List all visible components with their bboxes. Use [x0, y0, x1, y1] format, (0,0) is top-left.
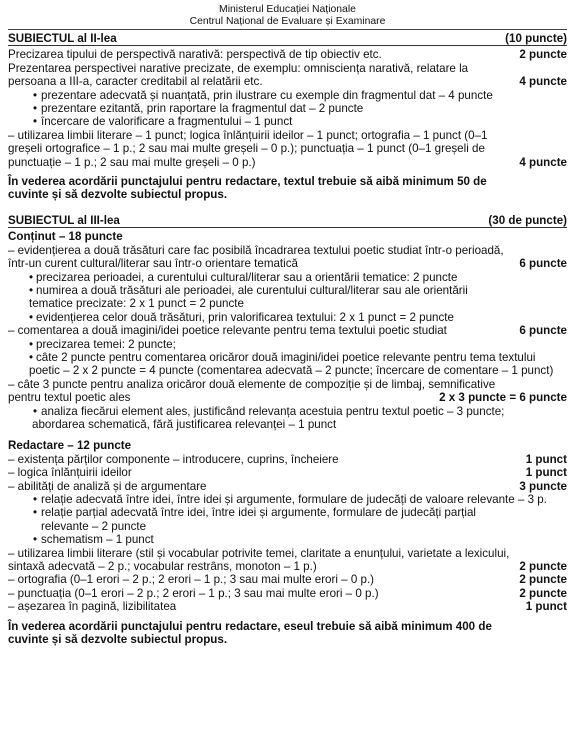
s2-note-line2: cuvinte și să dezvolte subiectul propus. [8, 188, 228, 202]
red-criterion-punctuation [8, 587, 567, 600]
s2-item-perspective-presentation [8, 75, 567, 88]
item-text: sintaxă adecvată – 2 p.; vocabular restrâns, monoton – 1 p.) [8, 560, 317, 574]
list-item-continuation: tematice precizate: 2 x 1 punct = 2 puncte [29, 297, 244, 311]
item-text: punctuație – 1 p.; 2 sau mai multe greșeli – 0 p.) [8, 155, 256, 169]
item-points: 1 punct [525, 452, 567, 466]
bullet-icon: • [33, 533, 38, 547]
item-text: persoana a III-a, caracter creditabil al relatării etc. [8, 75, 263, 89]
item-points: 6 puncte [519, 324, 567, 338]
c2-criterion [8, 324, 567, 337]
item-text: pentru textul poetic ales [8, 391, 131, 405]
red-criterion-logic [8, 466, 567, 479]
ministry-name: Ministerul Educației Naționale [219, 4, 356, 15]
s2-note-line1: În vederea acordării punctajului pentru redactare, textul trebuie să aibă minimum 50 de [8, 175, 487, 189]
c1-criterion [8, 257, 567, 270]
s2-language-criteria [8, 156, 567, 169]
list-item [8, 338, 567, 351]
c3-line1: – câte 3 puncte pentru analiza oricăror două elemente de compoziție și de limbaj, semnificative [8, 377, 496, 391]
red-criterion-structure [8, 453, 567, 466]
bullet-icon: • [33, 493, 38, 506]
c3-criterion [8, 391, 567, 404]
center-name: Centrul Național de Evaluare și Examinare [189, 15, 386, 27]
section-3-heading [8, 214, 567, 227]
section-3-divider [8, 227, 567, 228]
list-item [8, 493, 567, 506]
list-item [8, 311, 567, 324]
list-item-text: evidențierea celor două trăsături, prin valorificarea textului: 2 x 1 punct = 2 puncte [36, 310, 454, 324]
bullet-icon: • [33, 404, 38, 418]
bullet-icon: • [29, 310, 34, 324]
item-text: – comentarea a două imagini/idei poetice relevante pentru tema textului poetic studiat [8, 324, 447, 338]
item-text: Precizarea tipului de perspectivă narativă: perspectivă de tip obiectiv etc. [8, 48, 382, 62]
bullet-icon: • [29, 350, 34, 364]
list-item-text: schematism – 1 punct [41, 533, 154, 547]
list-item-continuation: relevante – 2 puncte [41, 519, 147, 533]
item-text: – abilități de analiză și de argumentare [8, 479, 207, 493]
list-item-text: relație adecvată între idei, între idei și argumente, formulare de judecăți de valoare relevante – 3 p. [41, 493, 547, 506]
list-item [8, 271, 567, 284]
bullet-icon: • [29, 337, 34, 351]
bullet-icon: • [33, 88, 38, 102]
list-item [8, 102, 567, 115]
bullet-icon: • [33, 506, 38, 520]
list-item-text: relație parțial adecvată între idei, între idei și argumente, formulare de judecăți parțial [41, 506, 476, 520]
item-text: – logica înlănțuirii ideilor [8, 466, 132, 480]
list-item-text: câte 2 puncte pentru comentarea oricăror două imagini/idei poetice relevante pentru tema textului [36, 350, 536, 364]
item-points: 6 puncte [519, 257, 567, 271]
red-criterion-language [8, 560, 567, 573]
bullet-icon: • [33, 115, 38, 129]
list-item [8, 405, 567, 418]
list-item [8, 89, 567, 102]
bullet-icon: • [29, 283, 34, 297]
bullet-icon: • [33, 102, 38, 116]
s3-note-line1: În vederea acordării punctajului pentru redactare, eseul trebuie să aibă minimum 400 de [8, 619, 492, 633]
s3-note-line2: cuvinte și să dezvolte subiectul propus. [8, 633, 228, 647]
list-item-text: prezentare adecvată și nuanțată, prin ilustrare cu exemple din fragmentul dat – 4 puncte [41, 88, 493, 102]
list-item-text: încercare de valorificare a fragmentului – 1 punct [41, 115, 293, 129]
list-item [8, 351, 567, 364]
item-points: 2 puncte [519, 48, 567, 62]
red-criterion-layout [8, 600, 567, 613]
s2-language-line1: – utilizarea limbii literare – 1 punct; logica înlănțuirii ideilor – 1 punct; ortografia – 1 punct (0–1 [8, 128, 488, 142]
item-points: 3 puncte [519, 479, 567, 493]
list-item [8, 284, 567, 297]
item-points: 4 puncte [519, 155, 567, 169]
section-2-points: (10 puncte) [505, 32, 567, 45]
item-points: 1 punct [525, 600, 567, 614]
item-points: 2 x 3 puncte = 6 puncte [439, 391, 567, 405]
s2-item-perspective-type [8, 48, 567, 61]
list-item-text: numirea a două trăsături ale perioadei, ale curentului cultural/literar sau ale orientării [36, 283, 468, 297]
c1-line1: – evidențierea a două trăsături care fac posibilă încadrarea textului poetic studiat într-o perioadă, [8, 243, 504, 257]
redaction-heading: Redactare – 12 puncte [8, 439, 132, 453]
s2-language-line2: greșeli ortografice – 1 p.; 2 sau mai multe greșeli – 0 p.); punctuația – 1 punct (0–1 greșeli de [8, 142, 485, 156]
list-item-text: precizarea temei: 2 puncte; [36, 337, 176, 351]
list-item-continuation: poetic – 2 x 2 puncte = 4 puncte (comentarea adecvată – 2 puncte; încercare de comentare – 1 punct) [29, 364, 554, 378]
list-item-text: precizarea perioadei, a curentului cultural/literar sau a orientării tematice: 2 puncte [36, 270, 458, 284]
item-text: într-un curent cultural/literar sau într-o orientare tematică [8, 257, 298, 271]
section-2-title: SUBIECTUL al II-lea [8, 32, 117, 45]
list-item [8, 533, 567, 546]
section-3-title: SUBIECTUL al III-lea [8, 213, 120, 227]
bullet-icon: • [29, 270, 34, 284]
r4-line1: – utilizarea limbii literare (stil și vocabular potrivite temei, claritate a enunțului, varietate a lexicului, [8, 546, 510, 560]
item-points: 2 puncte [519, 560, 567, 574]
list-item-text: analiza fiecărui element ales, justificând relevanța acestuia pentru textul poetic – 3 puncte; [41, 404, 505, 418]
header-divider [8, 29, 567, 30]
list-item [8, 506, 567, 519]
item-points: 2 puncte [519, 573, 567, 587]
item-text: – ortografia (0–1 erori – 2 p.; 2 erori – 1 p.; 3 sau mai multe erori – 0 p.) [8, 573, 375, 587]
item-points: 4 puncte [519, 75, 567, 89]
s2-item-perspective-line1: Prezentarea perspectivei narative precizate, de exemplu: omnisciența narativă, relatare la [8, 61, 469, 75]
section-2-heading [8, 32, 567, 45]
section-3-points: (30 de puncte) [488, 213, 567, 227]
document-header [8, 4, 567, 27]
item-text: – existența părților componente – introducere, cuprins, încheiere [8, 452, 339, 466]
item-text: – punctuația (0–1 erori – 2 p.; 2 erori – 1 p.; 3 sau mai multe erori – 0 p.) [8, 586, 379, 600]
list-item-continuation: abordarea schematică, fără justificarea relevanței – 1 punct [32, 417, 337, 431]
item-points: 1 punct [525, 466, 567, 480]
list-item [8, 115, 567, 128]
red-criterion-analysis [8, 480, 567, 493]
red-criterion-orthography [8, 573, 567, 586]
content-heading: Conținut – 18 puncte [8, 230, 123, 244]
item-text: – așezarea în pagină, lizibilitatea [8, 600, 177, 614]
document-page [8, 4, 567, 646]
list-item-text: prezentare ezitantă, prin raportare la fragmentul dat – 2 puncte [41, 102, 364, 116]
item-points: 2 puncte [519, 586, 567, 600]
section-2-divider [8, 45, 567, 46]
